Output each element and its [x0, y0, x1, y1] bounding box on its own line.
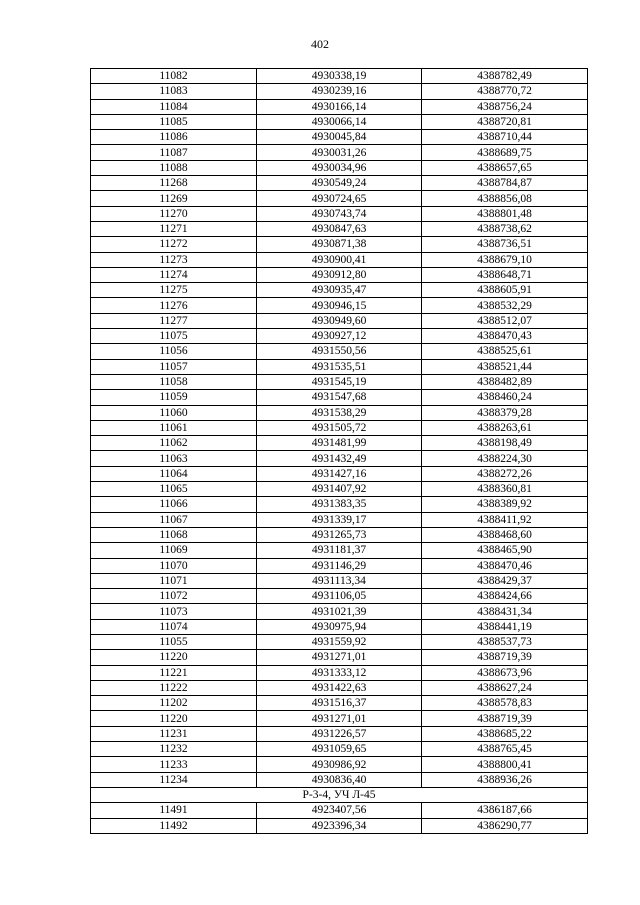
table-row — [91, 206, 588, 221]
table-row — [91, 420, 588, 435]
point-number-cell: 11220 — [91, 650, 257, 665]
point-number-cell: 11067 — [91, 512, 257, 527]
table-row — [91, 497, 588, 512]
point-number-cell: 11061 — [91, 420, 257, 435]
x-coordinate-cell: 4923396,34 — [257, 818, 422, 833]
x-coordinate-cell: 4930166,14 — [257, 99, 422, 114]
x-coordinate-cell: 4930927,12 — [257, 329, 422, 344]
point-number-cell: 11087 — [91, 145, 257, 160]
y-coordinate-cell: 4388719,39 — [422, 711, 588, 726]
table-row — [91, 696, 588, 711]
x-coordinate-cell: 4930338,19 — [257, 69, 422, 84]
point-number-cell: 11083 — [91, 84, 257, 99]
y-coordinate-cell: 4388756,24 — [422, 99, 588, 114]
coordinates-table-body — [91, 69, 588, 834]
table-row — [91, 604, 588, 619]
table-row — [91, 313, 588, 328]
x-coordinate-cell: 4930949,60 — [257, 313, 422, 328]
y-coordinate-cell: 4386290,77 — [422, 818, 588, 833]
table-row — [91, 573, 588, 588]
table-row — [91, 482, 588, 497]
point-number-cell: 11071 — [91, 573, 257, 588]
point-number-cell: 11062 — [91, 436, 257, 451]
x-coordinate-cell: 4930549,24 — [257, 176, 422, 191]
y-coordinate-cell: 4388770,72 — [422, 84, 588, 99]
y-coordinate-cell: 4388782,49 — [422, 69, 588, 84]
x-coordinate-cell: 4931516,37 — [257, 696, 422, 711]
point-number-cell: 11068 — [91, 527, 257, 542]
y-coordinate-cell: 4388689,75 — [422, 145, 588, 160]
x-coordinate-cell: 4931271,01 — [257, 650, 422, 665]
y-coordinate-cell: 4388648,71 — [422, 267, 588, 282]
x-coordinate-cell: 4930066,14 — [257, 114, 422, 129]
y-coordinate-cell: 4388429,37 — [422, 573, 588, 588]
y-coordinate-cell: 4388800,41 — [422, 757, 588, 772]
x-coordinate-cell: 4931550,56 — [257, 344, 422, 359]
table-row — [91, 665, 588, 680]
table-row — [91, 145, 588, 160]
point-number-cell: 11088 — [91, 160, 257, 175]
y-coordinate-cell: 4388578,83 — [422, 696, 588, 711]
x-coordinate-cell: 4931505,72 — [257, 420, 422, 435]
table-row — [91, 283, 588, 298]
y-coordinate-cell: 4388801,48 — [422, 206, 588, 221]
table-row — [91, 84, 588, 99]
table-row — [91, 680, 588, 695]
y-coordinate-cell: 4388525,61 — [422, 344, 588, 359]
point-number-cell: 11075 — [91, 329, 257, 344]
y-coordinate-cell: 4388856,08 — [422, 191, 588, 206]
x-coordinate-cell: 4930871,38 — [257, 237, 422, 252]
table-row — [91, 558, 588, 573]
y-coordinate-cell: 4388263,61 — [422, 420, 588, 435]
table-row — [91, 69, 588, 84]
x-coordinate-cell: 4931146,29 — [257, 558, 422, 573]
table-row — [91, 543, 588, 558]
table-row — [91, 436, 588, 451]
x-coordinate-cell: 4931181,37 — [257, 543, 422, 558]
table-row — [91, 390, 588, 405]
y-coordinate-cell: 4388465,90 — [422, 543, 588, 558]
table-row — [91, 359, 588, 374]
y-coordinate-cell: 4388719,39 — [422, 650, 588, 665]
y-coordinate-cell: 4388673,96 — [422, 665, 588, 680]
point-number-cell: 11070 — [91, 558, 257, 573]
point-number-cell: 11231 — [91, 726, 257, 741]
table-row — [91, 818, 588, 833]
point-number-cell: 11072 — [91, 589, 257, 604]
y-coordinate-cell: 4388424,66 — [422, 589, 588, 604]
y-coordinate-cell: 4388936,26 — [422, 772, 588, 787]
y-coordinate-cell: 4388720,81 — [422, 114, 588, 129]
y-coordinate-cell: 4388389,92 — [422, 497, 588, 512]
x-coordinate-cell: 4931265,73 — [257, 527, 422, 542]
section-title: Р-3-4, УЧ Л-45 — [91, 787, 588, 802]
point-number-cell: 11492 — [91, 818, 257, 833]
point-number-cell: 11277 — [91, 313, 257, 328]
x-coordinate-cell: 4931422,63 — [257, 680, 422, 695]
y-coordinate-cell: 4388379,28 — [422, 405, 588, 420]
x-coordinate-cell: 4931106,05 — [257, 589, 422, 604]
y-coordinate-cell: 4388679,10 — [422, 252, 588, 267]
y-coordinate-cell: 4388627,24 — [422, 680, 588, 695]
x-coordinate-cell: 4931339,17 — [257, 512, 422, 527]
table-row — [91, 650, 588, 665]
point-number-cell: 11058 — [91, 374, 257, 389]
x-coordinate-cell: 4930239,16 — [257, 84, 422, 99]
y-coordinate-cell: 4388738,62 — [422, 221, 588, 236]
y-coordinate-cell: 4388512,07 — [422, 313, 588, 328]
x-coordinate-cell: 4930743,74 — [257, 206, 422, 221]
table-row — [91, 451, 588, 466]
point-number-cell: 11275 — [91, 283, 257, 298]
point-number-cell: 11234 — [91, 772, 257, 787]
y-coordinate-cell: 4388736,51 — [422, 237, 588, 252]
point-number-cell: 11056 — [91, 344, 257, 359]
x-coordinate-cell: 4931559,92 — [257, 634, 422, 649]
y-coordinate-cell: 4388360,81 — [422, 482, 588, 497]
x-coordinate-cell: 4930847,63 — [257, 221, 422, 236]
point-number-cell: 11086 — [91, 130, 257, 145]
x-coordinate-cell: 4931113,34 — [257, 573, 422, 588]
table-row — [91, 329, 588, 344]
table-row — [91, 726, 588, 741]
x-coordinate-cell: 4931383,35 — [257, 497, 422, 512]
table-row — [91, 512, 588, 527]
point-number-cell: 11073 — [91, 604, 257, 619]
table-row — [91, 130, 588, 145]
table-row — [91, 466, 588, 481]
point-number-cell: 11269 — [91, 191, 257, 206]
x-coordinate-cell: 4931547,68 — [257, 390, 422, 405]
table-row — [91, 298, 588, 313]
y-coordinate-cell: 4388272,26 — [422, 466, 588, 481]
y-coordinate-cell: 4388532,29 — [422, 298, 588, 313]
x-coordinate-cell: 4930045,84 — [257, 130, 422, 145]
x-coordinate-cell: 4930836,40 — [257, 772, 422, 787]
point-number-cell: 11233 — [91, 757, 257, 772]
x-coordinate-cell: 4931271,01 — [257, 711, 422, 726]
point-number-cell: 11221 — [91, 665, 257, 680]
x-coordinate-cell: 4930986,92 — [257, 757, 422, 772]
x-coordinate-cell: 4931545,19 — [257, 374, 422, 389]
y-coordinate-cell: 4388441,19 — [422, 619, 588, 634]
y-coordinate-cell: 4388460,24 — [422, 390, 588, 405]
y-coordinate-cell: 4388468,60 — [422, 527, 588, 542]
x-coordinate-cell: 4931407,92 — [257, 482, 422, 497]
point-number-cell: 11270 — [91, 206, 257, 221]
y-coordinate-cell: 4388605,91 — [422, 283, 588, 298]
table-row — [91, 619, 588, 634]
x-coordinate-cell: 4931059,65 — [257, 742, 422, 757]
coordinates-table — [90, 68, 588, 834]
y-coordinate-cell: 4388521,44 — [422, 359, 588, 374]
table-row — [91, 114, 588, 129]
y-coordinate-cell: 4388657,65 — [422, 160, 588, 175]
table-row — [91, 252, 588, 267]
point-number-cell: 11085 — [91, 114, 257, 129]
point-number-cell: 11064 — [91, 466, 257, 481]
table-row — [91, 191, 588, 206]
x-coordinate-cell: 4930034,96 — [257, 160, 422, 175]
point-number-cell: 11268 — [91, 176, 257, 191]
table-row — [91, 634, 588, 649]
x-coordinate-cell: 4931427,16 — [257, 466, 422, 481]
x-coordinate-cell: 4930975,94 — [257, 619, 422, 634]
x-coordinate-cell: 4923407,56 — [257, 803, 422, 818]
table-row — [91, 344, 588, 359]
table-row — [91, 711, 588, 726]
point-number-cell: 11055 — [91, 634, 257, 649]
y-coordinate-cell: 4388765,45 — [422, 742, 588, 757]
table-row — [91, 742, 588, 757]
y-coordinate-cell: 4388470,46 — [422, 558, 588, 573]
point-number-cell: 11276 — [91, 298, 257, 313]
point-number-cell: 11274 — [91, 267, 257, 282]
point-number-cell: 11271 — [91, 221, 257, 236]
x-coordinate-cell: 4930900,41 — [257, 252, 422, 267]
y-coordinate-cell: 4388784,87 — [422, 176, 588, 191]
x-coordinate-cell: 4930935,47 — [257, 283, 422, 298]
table-row — [91, 772, 588, 787]
x-coordinate-cell: 4931432,49 — [257, 451, 422, 466]
x-coordinate-cell: 4931333,12 — [257, 665, 422, 680]
point-number-cell: 11057 — [91, 359, 257, 374]
table-row — [91, 803, 588, 818]
point-number-cell: 11084 — [91, 99, 257, 114]
table-row — [91, 176, 588, 191]
point-number-cell: 11065 — [91, 482, 257, 497]
x-coordinate-cell: 4930724,65 — [257, 191, 422, 206]
x-coordinate-cell: 4930031,26 — [257, 145, 422, 160]
y-coordinate-cell: 4388470,43 — [422, 329, 588, 344]
point-number-cell: 11066 — [91, 497, 257, 512]
point-number-cell: 11232 — [91, 742, 257, 757]
point-number-cell: 11060 — [91, 405, 257, 420]
point-number-cell: 11491 — [91, 803, 257, 818]
section-header-row — [91, 787, 588, 802]
y-coordinate-cell: 4388482,89 — [422, 374, 588, 389]
point-number-cell: 11272 — [91, 237, 257, 252]
point-number-cell: 11220 — [91, 711, 257, 726]
x-coordinate-cell: 4930946,15 — [257, 298, 422, 313]
x-coordinate-cell: 4931481,99 — [257, 436, 422, 451]
point-number-cell: 11222 — [91, 680, 257, 695]
y-coordinate-cell: 4388685,22 — [422, 726, 588, 741]
point-number-cell: 11074 — [91, 619, 257, 634]
x-coordinate-cell: 4931535,51 — [257, 359, 422, 374]
point-number-cell: 11069 — [91, 543, 257, 558]
y-coordinate-cell: 4388537,73 — [422, 634, 588, 649]
point-number-cell: 11063 — [91, 451, 257, 466]
y-coordinate-cell: 4388431,34 — [422, 604, 588, 619]
y-coordinate-cell: 4386187,66 — [422, 803, 588, 818]
page-number: 402 — [311, 37, 329, 51]
point-number-cell: 11273 — [91, 252, 257, 267]
x-coordinate-cell: 4931226,57 — [257, 726, 422, 741]
table-row — [91, 160, 588, 175]
x-coordinate-cell: 4931538,29 — [257, 405, 422, 420]
x-coordinate-cell: 4931021,39 — [257, 604, 422, 619]
x-coordinate-cell: 4930912,80 — [257, 267, 422, 282]
table-row — [91, 405, 588, 420]
y-coordinate-cell: 4388710,44 — [422, 130, 588, 145]
table-row — [91, 267, 588, 282]
table-row — [91, 237, 588, 252]
point-number-cell: 11202 — [91, 696, 257, 711]
y-coordinate-cell: 4388224,30 — [422, 451, 588, 466]
table-row — [91, 99, 588, 114]
table-row — [91, 221, 588, 236]
point-number-cell: 11059 — [91, 390, 257, 405]
table-row — [91, 527, 588, 542]
table-row — [91, 374, 588, 389]
table-row — [91, 757, 588, 772]
table-row — [91, 589, 588, 604]
point-number-cell: 11082 — [91, 69, 257, 84]
y-coordinate-cell: 4388198,49 — [422, 436, 588, 451]
y-coordinate-cell: 4388411,92 — [422, 512, 588, 527]
